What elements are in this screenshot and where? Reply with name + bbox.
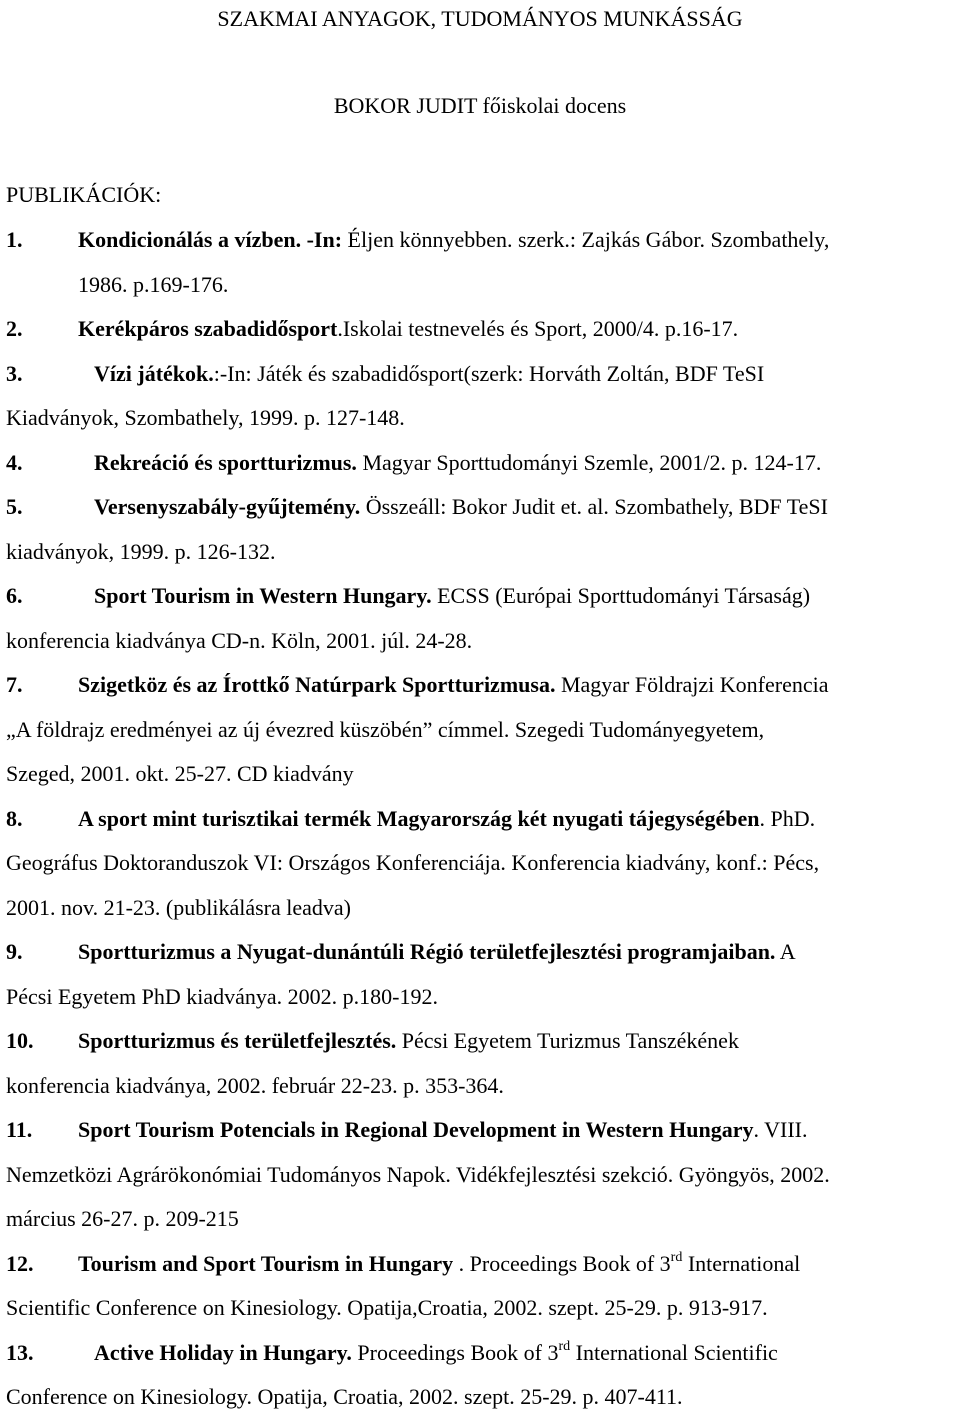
item-title: Vízi játékok. xyxy=(94,360,214,386)
publication-item xyxy=(6,663,956,797)
item-details-continued: Conference on Kinesiology. Opatija, Croatia, 2002. szept. 25-29. p. 407-411. xyxy=(6,1384,683,1409)
item-title: Kondicionálás a vízben. xyxy=(78,227,302,252)
publication-item xyxy=(6,797,956,931)
publication-item xyxy=(6,352,956,441)
item-title: Kerékpáros szabadidősport xyxy=(78,316,338,341)
item-title: Sport Tourism in Western Hungary. xyxy=(94,583,432,608)
item-number: 1. xyxy=(6,227,23,252)
publication-item xyxy=(6,1331,956,1420)
item-title: Versenyszabály-gyűjtemény. xyxy=(94,494,361,519)
item-title: Tourism and Sport Tourism in Hungary xyxy=(78,1250,454,1276)
publication-list xyxy=(6,218,956,1420)
item-title: Active Holiday in Hungary. xyxy=(94,1339,352,1365)
item-details: Magyar Sporttudományi Szemle, 2001/2. p. 124-17. xyxy=(356,449,822,475)
item-title: Sport Tourism Potencials in Regional Development in Western Hungary xyxy=(78,1117,754,1142)
publication-item xyxy=(6,485,956,574)
publication-item xyxy=(6,1242,956,1331)
item-details-continued: konferencia kiadványa CD-n. Köln, 2001. júl. 24-28. xyxy=(6,627,473,653)
item-details-continued: Geográfus Doktoranduszok VI: Országos Konferenciája. Konferencia kiadvány, konf.: Pécs, xyxy=(6,850,820,875)
item-details-continued: kiadványok, 1999. p. 126-132. xyxy=(6,538,276,564)
item-details: .Iskolai testnevelés és Sport, 2000/4. p.16-17. xyxy=(337,316,739,341)
item-details-continued: konferencia kiadványa, 2002. február 22-23. p. 353-364. xyxy=(6,1072,504,1098)
item-details: . Proceedings Book of 3 xyxy=(453,1250,671,1276)
ordinal-superscript: rd xyxy=(670,1249,683,1265)
document-title: SZAKMAI ANYAGOK, TUDOMÁNYOS MUNKÁSSÁG xyxy=(217,6,743,31)
item-details: Összeáll: Bokor Judit et. al. Szombathely, BDF TeSI xyxy=(360,494,828,519)
item-details-continued: Kiadványok, Szombathely, 1999. p. 127-148. xyxy=(6,405,405,430)
publication-item xyxy=(6,1108,956,1242)
item-number: 7. xyxy=(6,672,23,697)
publication-item xyxy=(6,307,956,352)
publication-item xyxy=(6,1019,956,1108)
author-line: BOKOR JUDIT főiskolai docens xyxy=(333,93,627,118)
item-details-continued: március 26-27. p. 209-215 xyxy=(6,1206,239,1231)
item-details-continued: Nemzetközi Agrárökonómiai Tudományos Napok. Vidékfejlesztési szekció. Gyöngyös, 2002. xyxy=(6,1161,830,1187)
item-details: :-In: Játék és szabadidősport(szerk: Horváth Zoltán, BDF TeSI xyxy=(213,360,765,386)
item-details-continued: Szeged, 2001. okt. 25-27. CD kiadvány xyxy=(6,761,354,786)
item-number: 4. xyxy=(6,449,23,475)
item-details-continued: Scientific Conference on Kinesiology. Opatija,Croatia, 2002. szept. 25-29. p. 913-917. xyxy=(6,1295,768,1320)
item-number: 5. xyxy=(6,494,23,519)
item-details: International Scientific xyxy=(570,1339,778,1365)
item-title: Rekreáció és sportturizmus. xyxy=(94,449,357,475)
publication-item xyxy=(6,574,956,663)
item-details: ECSS (Európai Sporttudományi Társaság) xyxy=(431,583,811,608)
item-details-continued: 2001. nov. 21-23. (publikálásra leadva) xyxy=(6,894,351,920)
item-number: 3. xyxy=(6,360,23,386)
item-number: 6. xyxy=(6,583,23,608)
item-number: 10. xyxy=(6,1028,34,1053)
item-details: Pécsi Egyetem Turizmus Tanszékének xyxy=(396,1028,739,1053)
item-details-continued: „A földrajz eredményei az új évezred küszöbén” címmel. Szegedi Tudományegyetem, xyxy=(6,716,765,742)
item-number: 8. xyxy=(6,805,23,831)
item-title: Sportturizmus és területfejlesztés. xyxy=(78,1028,397,1053)
item-details: . VIII. xyxy=(753,1117,808,1142)
section-heading-publications: PUBLIKÁCIÓK: xyxy=(6,182,162,207)
item-details: . PhD. xyxy=(759,805,816,831)
item-number: 2. xyxy=(6,316,23,341)
item-title: Sportturizmus a Nyugat-dunántúli Régió területfejlesztési programjaiban. xyxy=(78,939,776,964)
item-details-continued: Pécsi Egyetem PhD kiadványa. 2002. p.180-192. xyxy=(6,983,438,1009)
item-details: A xyxy=(775,939,796,964)
item-number: 12. xyxy=(6,1250,34,1276)
publication-item xyxy=(6,218,956,307)
item-details: Éljen könnyebben. szerk.: Zajkás Gábor. Szombathely, xyxy=(342,227,830,252)
item-number: 9. xyxy=(6,939,23,964)
ordinal-superscript: rd xyxy=(558,1338,571,1354)
item-details: Magyar Földrajzi Konferencia xyxy=(555,672,829,697)
publication-item xyxy=(6,930,956,1019)
item-details-continued: 1986. p.169-176. xyxy=(78,271,229,297)
item-number: 11. xyxy=(6,1117,33,1142)
item-details: Proceedings Book of 3 xyxy=(351,1339,559,1365)
item-in-label: -In: xyxy=(306,227,343,252)
item-number: 13. xyxy=(6,1339,34,1365)
item-title: A sport mint turisztikai termék Magyarország két nyugati tájegységében xyxy=(78,805,760,831)
publication-item xyxy=(6,441,956,486)
item-title: Szigetköz és az Írottkő Natúrpark Sportturizmusa. xyxy=(78,672,556,697)
item-details: International xyxy=(682,1250,801,1276)
